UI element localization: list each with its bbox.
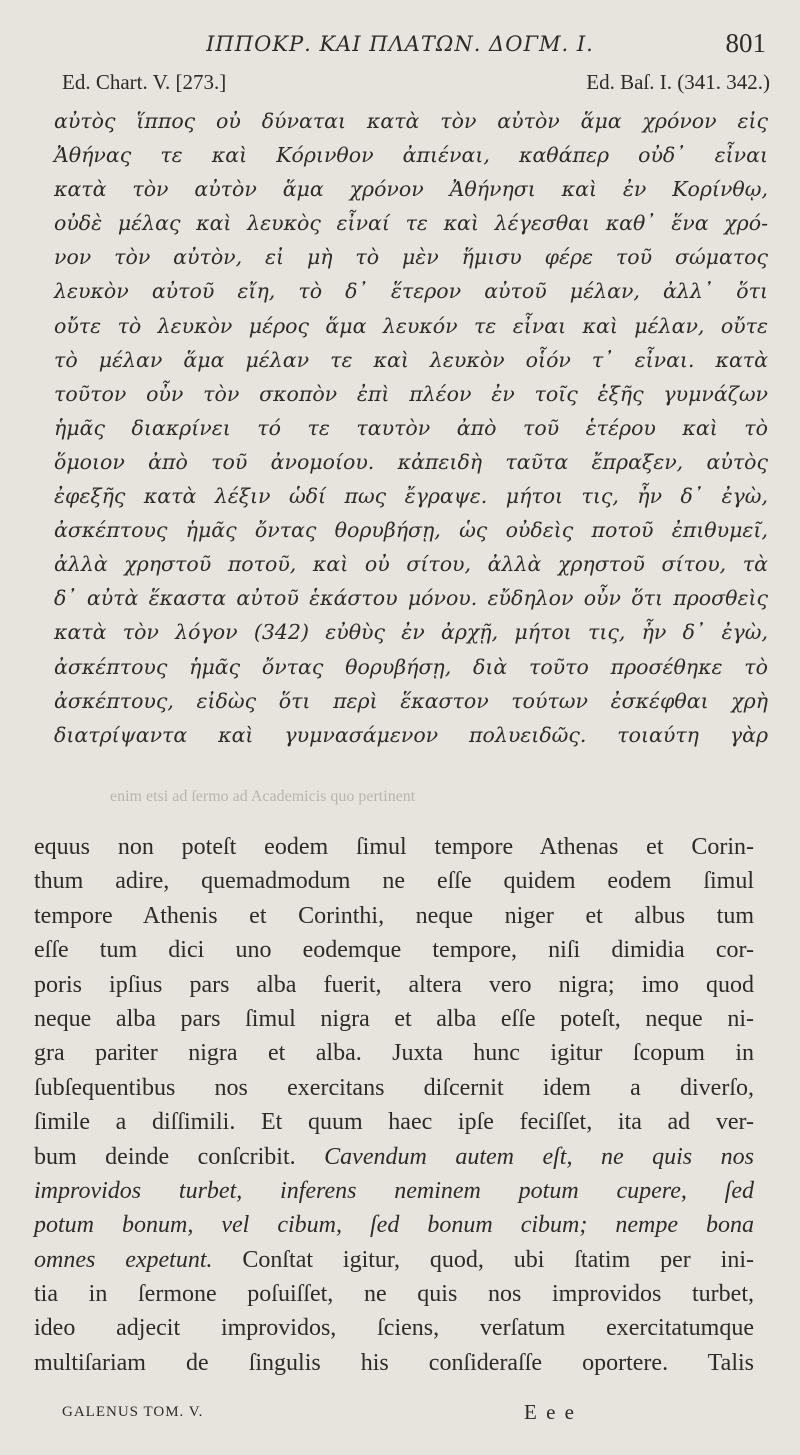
latin-line — [34, 1174, 754, 1208]
latin-italic-segment: potum bonum, vel cibum, ſed bonum cibum; nempe bona — [34, 1212, 754, 1239]
greek-line: δ᾽ αὐτὰ ἕκαστα αὐτοῦ ἑκάστου μόνου. εὔδηλον οὖν ὅτι προσθεὶς — [54, 586, 768, 611]
latin-segment: ſimile a diſſimili. Et quum haec ipſe feciſſet, ita ad ver- — [34, 1109, 754, 1136]
greek-text-block — [54, 104, 768, 752]
greek-line: Ἀθήνας τε καὶ Κόρινθον ἀπιέναι, καθάπερ οὐδ᾽ εἶναι — [54, 143, 768, 168]
page-number: 801 — [725, 28, 766, 58]
latin-line — [34, 1071, 754, 1105]
page-footer — [62, 1400, 602, 1430]
latin-line — [34, 1105, 754, 1139]
latin-line — [34, 1140, 754, 1174]
latin-line — [34, 933, 754, 967]
latin-line — [34, 899, 754, 933]
greek-line: ὅμοιον ἀπὸ τοῦ ἀνομοίου. κἀπειδὴ ταῦτα ἔπραξεν, αὐτὸς — [54, 449, 768, 474]
latin-line — [34, 968, 754, 1002]
latin-line — [34, 1036, 754, 1070]
greek-line: ἀσκέπτους ἡμᾶς ὄντας θορυβήσῃ, ὡς οὐδεὶς ποτοῦ ἐπιθυμεῖ, — [54, 518, 768, 543]
latin-line — [34, 1311, 754, 1345]
running-title: ΙΠΠΟΚΡ. ΚΑΙ ΠΛΑΤΩΝ. ΔΟΓΜ. Ι. — [206, 32, 594, 56]
greek-line: τοῦτον οὖν τὸν σκοπὸν ἐπὶ πλέον ἐν τοῖς ἑξῆς γυμνάζων — [54, 381, 768, 406]
greek-line: κατὰ τὸν αὐτὸν ἅμα χρόνον Ἀθήνησι καὶ ἐν Κορίνθῳ, — [54, 177, 768, 202]
latin-segment: thum adire, quemadmodum ne eſſe quidem eodem ſimul — [34, 868, 754, 895]
edition-line — [62, 70, 770, 100]
greek-line: ἐφεξῆς κατὰ λέξιν ὡδί πως ἔγραψε. μήτοι τις, ἦν δ᾽ ἐγὼ, — [54, 484, 768, 509]
latin-segment: ideo adjecit improvidos, ſciens, verſatum exercitatumque — [34, 1315, 754, 1342]
latin-line — [34, 1243, 754, 1277]
greek-line: αὐτὸς ἵππος οὐ δύναται κατὰ τὸν αὐτὸν ἅμα χρόνον εἰς — [54, 109, 768, 133]
latin-segment: bum deinde conſcribit. — [34, 1143, 325, 1170]
latin-segment: equus non poteſt eodem ſimul tempore Athenas et Corin- — [34, 834, 754, 860]
greek-line: οὐδὲ μέλας καὶ λευκὸς εἶναί τε καὶ λέγεσθαι καθ᾽ ἕνα χρό- — [54, 211, 768, 236]
greek-line: τὸ μέλαν ἅμα μέλαν τε καὶ λευκὸν οἷόν τ᾽ εἶναι. κατὰ — [54, 347, 768, 372]
latin-italic-segment: improvidos turbet, inferens neminem potum cupere, ſed — [34, 1177, 754, 1204]
greek-line: νον τὸν αὐτὸν, εἰ μὴ τὸ μὲν ἥμισυ φέρε τοῦ σώματος — [54, 245, 768, 270]
latin-segment: ſubſequentibus nos exercitans diſcernit idem a diverſo, — [34, 1074, 754, 1101]
latin-segment: gra pariter nigra et alba. Juxta hunc igitur ſcopum in — [34, 1040, 754, 1067]
greek-line: ἡμᾶς διακρίνει τό τε ταυτὸν ἀπὸ τοῦ ἑτέρου καὶ τὸ — [54, 415, 768, 440]
edition-chartier: Ed. Chart. V. [273.] — [62, 70, 227, 94]
bleed-through-text: enim etsi ad ſermo ad Academicis quo pertinent — [110, 788, 416, 805]
footer-signature-title: GALENUS TOM. V. — [62, 1404, 204, 1420]
latin-italic-segment: Cavendum autem eſt, ne quis nos — [324, 1143, 754, 1170]
latin-segment: poris ipſius pars alba fuerit, altera vero nigra; imo quod — [34, 971, 754, 998]
latin-line — [34, 1208, 754, 1242]
latin-line — [34, 1346, 754, 1380]
latin-line — [34, 1277, 754, 1311]
latin-italic-segment: omnes expetunt. — [34, 1246, 213, 1273]
latin-segment: tia in ſermone poſuiſſet, ne quis nos improvidos turbet, — [34, 1281, 754, 1308]
greek-line: ἀσκέπτους ἡμᾶς ὄντας θορυβήσῃ, διὰ τοῦτο προσέθηκε τὸ — [54, 654, 768, 679]
latin-line — [34, 830, 754, 864]
latin-line — [34, 864, 754, 898]
latin-segment: tempore Athenis et Corinthi, neque niger et albus tum — [34, 902, 754, 929]
running-head — [0, 28, 800, 62]
footer-signature-mark: E e e — [524, 1400, 576, 1424]
latin-line — [34, 1002, 754, 1036]
greek-line: κατὰ τὸν λόγον (342) εὐθὺς ἐν ἀρχῇ, μήτοι τις, ἦν δ᾽ ἐγὼ, — [54, 620, 768, 645]
greek-line: λευκὸν αὐτοῦ εἴη, τὸ δ᾽ ἕτερον αὐτοῦ μέλαν, ἀλλ᾽ ὅτι — [54, 279, 768, 304]
greek-line: οὔτε τὸ λευκὸν μέρος ἅμα λευκόν τε εἶναι καὶ μέλαν, οὔτε — [54, 313, 768, 338]
greek-line: ἀλλὰ χρηστοῦ ποτοῦ, καὶ οὐ σίτου, ἀλλὰ χρηστοῦ σίτου, τὰ — [54, 552, 768, 577]
greek-line: διατρίψαντα καὶ γυμνασάμενον πολυειδῶς. τοιαύτη γὰρ — [54, 722, 768, 747]
edition-basel: Ed. Baſ. I. (341. 342.) — [586, 70, 770, 94]
latin-segment: eſſe tum dici uno eodemque tempore, niſi dimidia cor- — [34, 937, 754, 964]
latin-segment: Conſtat igitur, quod, ubi ſtatim per ini- — [212, 1246, 754, 1273]
latin-text-block — [34, 830, 754, 1380]
greek-line: ἀσκέπτους, εἰδὼς ὅτι περὶ ἕκαστον τούτων ἐσκέφθαι χρὴ — [54, 688, 768, 713]
latin-segment: multiſariam de ſingulis his conſideraſſe oportere. Talis — [34, 1349, 754, 1376]
latin-segment: neque alba pars ſimul nigra et alba eſſe poteſt, neque ni- — [34, 1005, 754, 1032]
